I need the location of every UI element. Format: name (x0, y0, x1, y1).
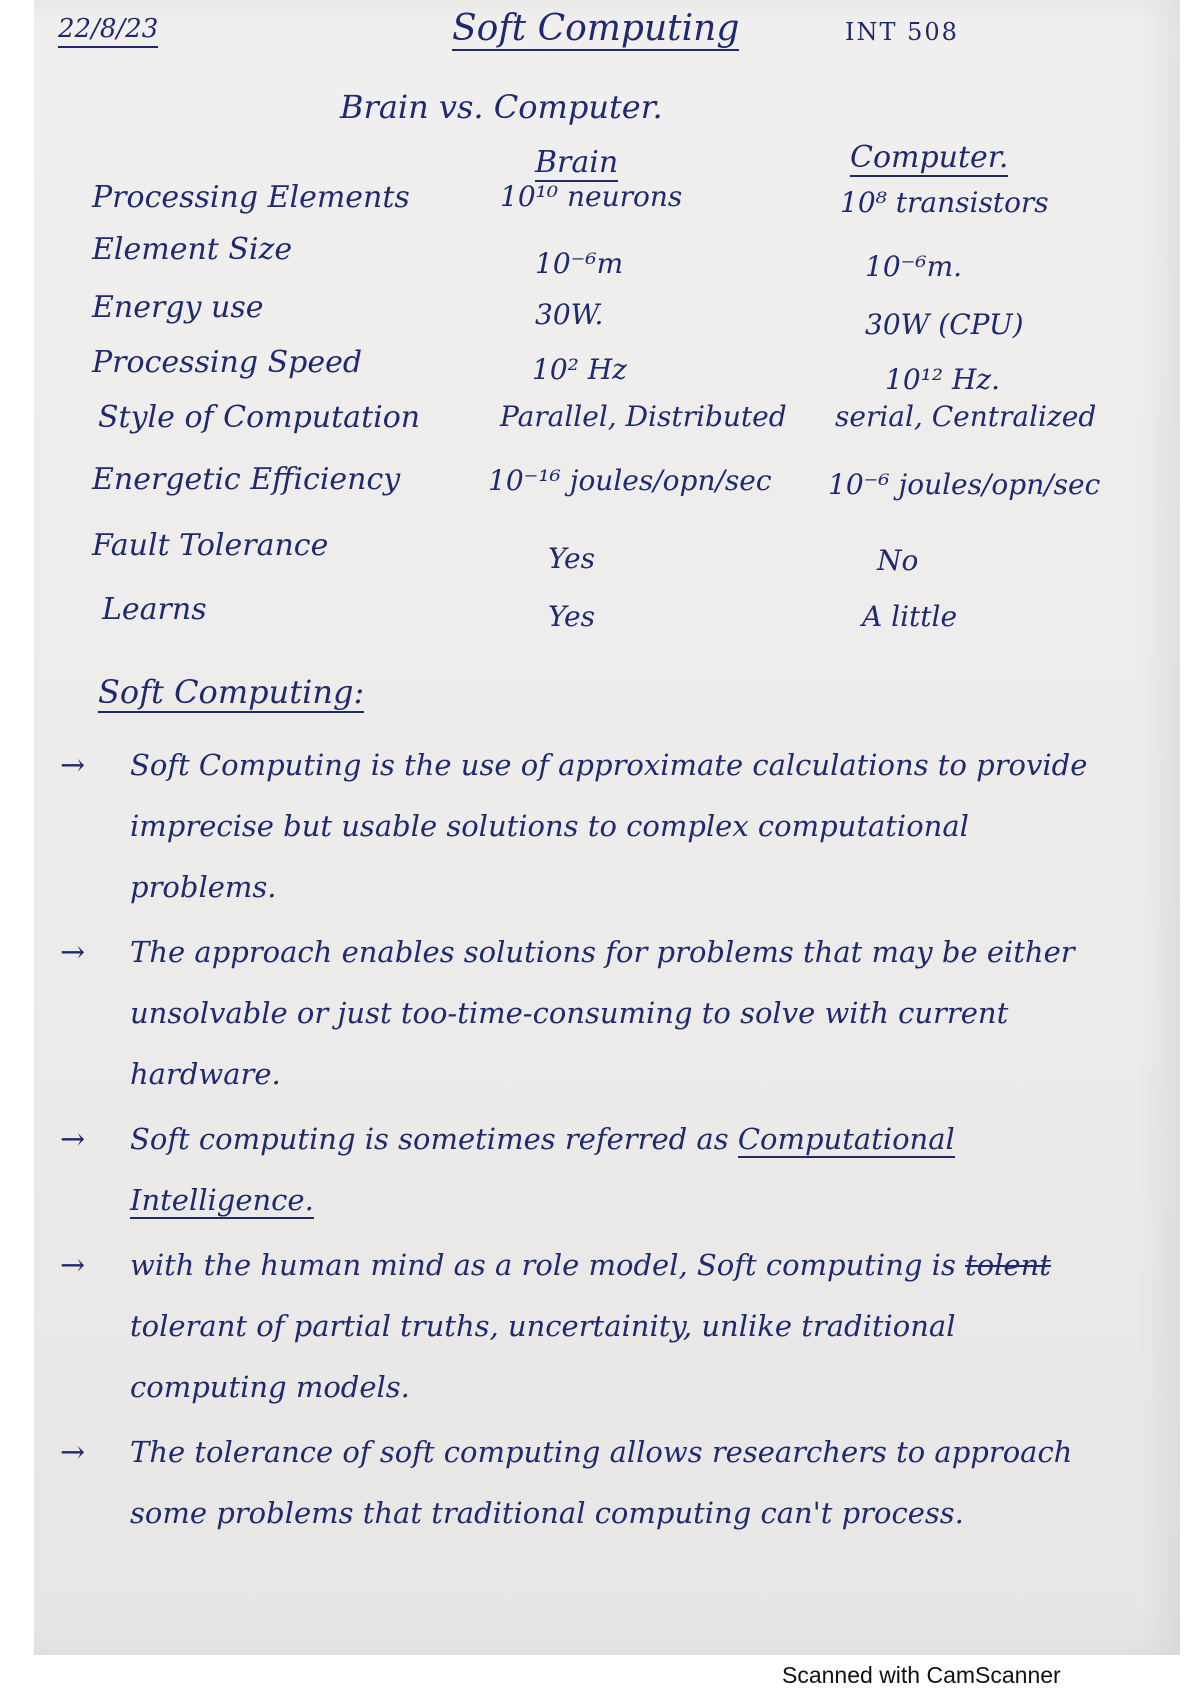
list-item (60, 1422, 1120, 1544)
computer-value: 30W (CPU) (865, 308, 1024, 341)
bullet-text: The approach enables solutions for problems that may be either unsolvable or just too-time-consuming to solve with current hardware. (130, 935, 1075, 1091)
section-title-text: Soft Computing: (98, 673, 365, 711)
list-item (60, 922, 1120, 1105)
row-label: Learns (102, 592, 207, 627)
arrow-icon: → (60, 1435, 86, 1470)
list-item (60, 1235, 1120, 1418)
highlighted-term: Computational Intelligence. (130, 1122, 955, 1217)
row-label: Fault Tolerance (92, 528, 329, 563)
computer-value: 10⁸ transistors (840, 186, 1049, 219)
table-row (0, 592, 1200, 648)
table-row (0, 462, 1200, 518)
row-label: Energetic Efficiency (92, 462, 401, 497)
arrow-icon: → (60, 1248, 86, 1283)
comparison-heading: Brain vs. Computer. (340, 88, 663, 126)
row-label: Processing Elements (92, 180, 410, 215)
scanner-watermark: Scanned with CamScanner (782, 1662, 1061, 1688)
computer-value: 10¹² Hz. (885, 363, 1001, 396)
brain-value: 10⁻¹⁶ joules/opn/sec (488, 464, 772, 497)
struck-word: tolent (965, 1248, 1051, 1282)
page-title (452, 8, 739, 49)
column-header-brain: Brain (535, 145, 619, 180)
bullet-text: Soft computing is sometimes referred as (130, 1122, 729, 1156)
row-label: Energy use (92, 290, 264, 325)
date: 22/8/23 (58, 14, 158, 48)
course-code: INT 508 (845, 18, 959, 46)
row-label: Element Size (92, 232, 293, 267)
arrow-icon: → (60, 1122, 86, 1157)
bullet-text: with the human mind as a role model, Soft computing is (130, 1248, 956, 1282)
table-row (0, 528, 1200, 584)
arrow-icon: → (60, 935, 86, 970)
page-title-text: Soft Computing (452, 8, 740, 49)
row-label: Style of Computation (98, 400, 421, 435)
list-item (60, 1109, 1120, 1231)
list-item (60, 735, 1120, 918)
brain-value: 10¹⁰ neurons (500, 180, 683, 213)
table-row (0, 290, 1200, 346)
table-row (0, 400, 1200, 456)
computer-value: No (877, 544, 919, 577)
brain-value: 30W. (535, 298, 604, 331)
table-row (0, 345, 1200, 401)
computer-value: A little (862, 600, 958, 633)
column-header-computer: Computer. (850, 140, 1009, 175)
computer-value: 10⁻⁶m. (865, 250, 963, 283)
brain-value: 10² Hz (532, 353, 627, 386)
bullet-text-cont: tolerant of partial truths, uncertainity, unlike traditional computing models. (130, 1309, 956, 1404)
table-row (0, 180, 1200, 236)
notes-list (60, 735, 1120, 1548)
arrow-icon: → (60, 748, 86, 783)
section-title (98, 673, 364, 711)
table-row (0, 232, 1200, 288)
row-label: Processing Speed (92, 345, 363, 380)
brain-value: Parallel, Distributed (500, 400, 787, 433)
brain-value: Yes (548, 600, 595, 633)
computer-value: 10⁻⁶ joules/opn/sec (828, 468, 1101, 501)
computer-value: serial, Centralized (835, 400, 1097, 433)
brain-value: 10⁻⁶m (535, 247, 624, 280)
bullet-text: Soft Computing is the use of approximate calculations to provide imprecise but usable solutions to complex computational problems. (130, 748, 1088, 904)
bullet-text: The tolerance of soft computing allows researchers to approach some problems that traditional computing can't process. (130, 1435, 1073, 1530)
brain-value: Yes (548, 542, 595, 575)
